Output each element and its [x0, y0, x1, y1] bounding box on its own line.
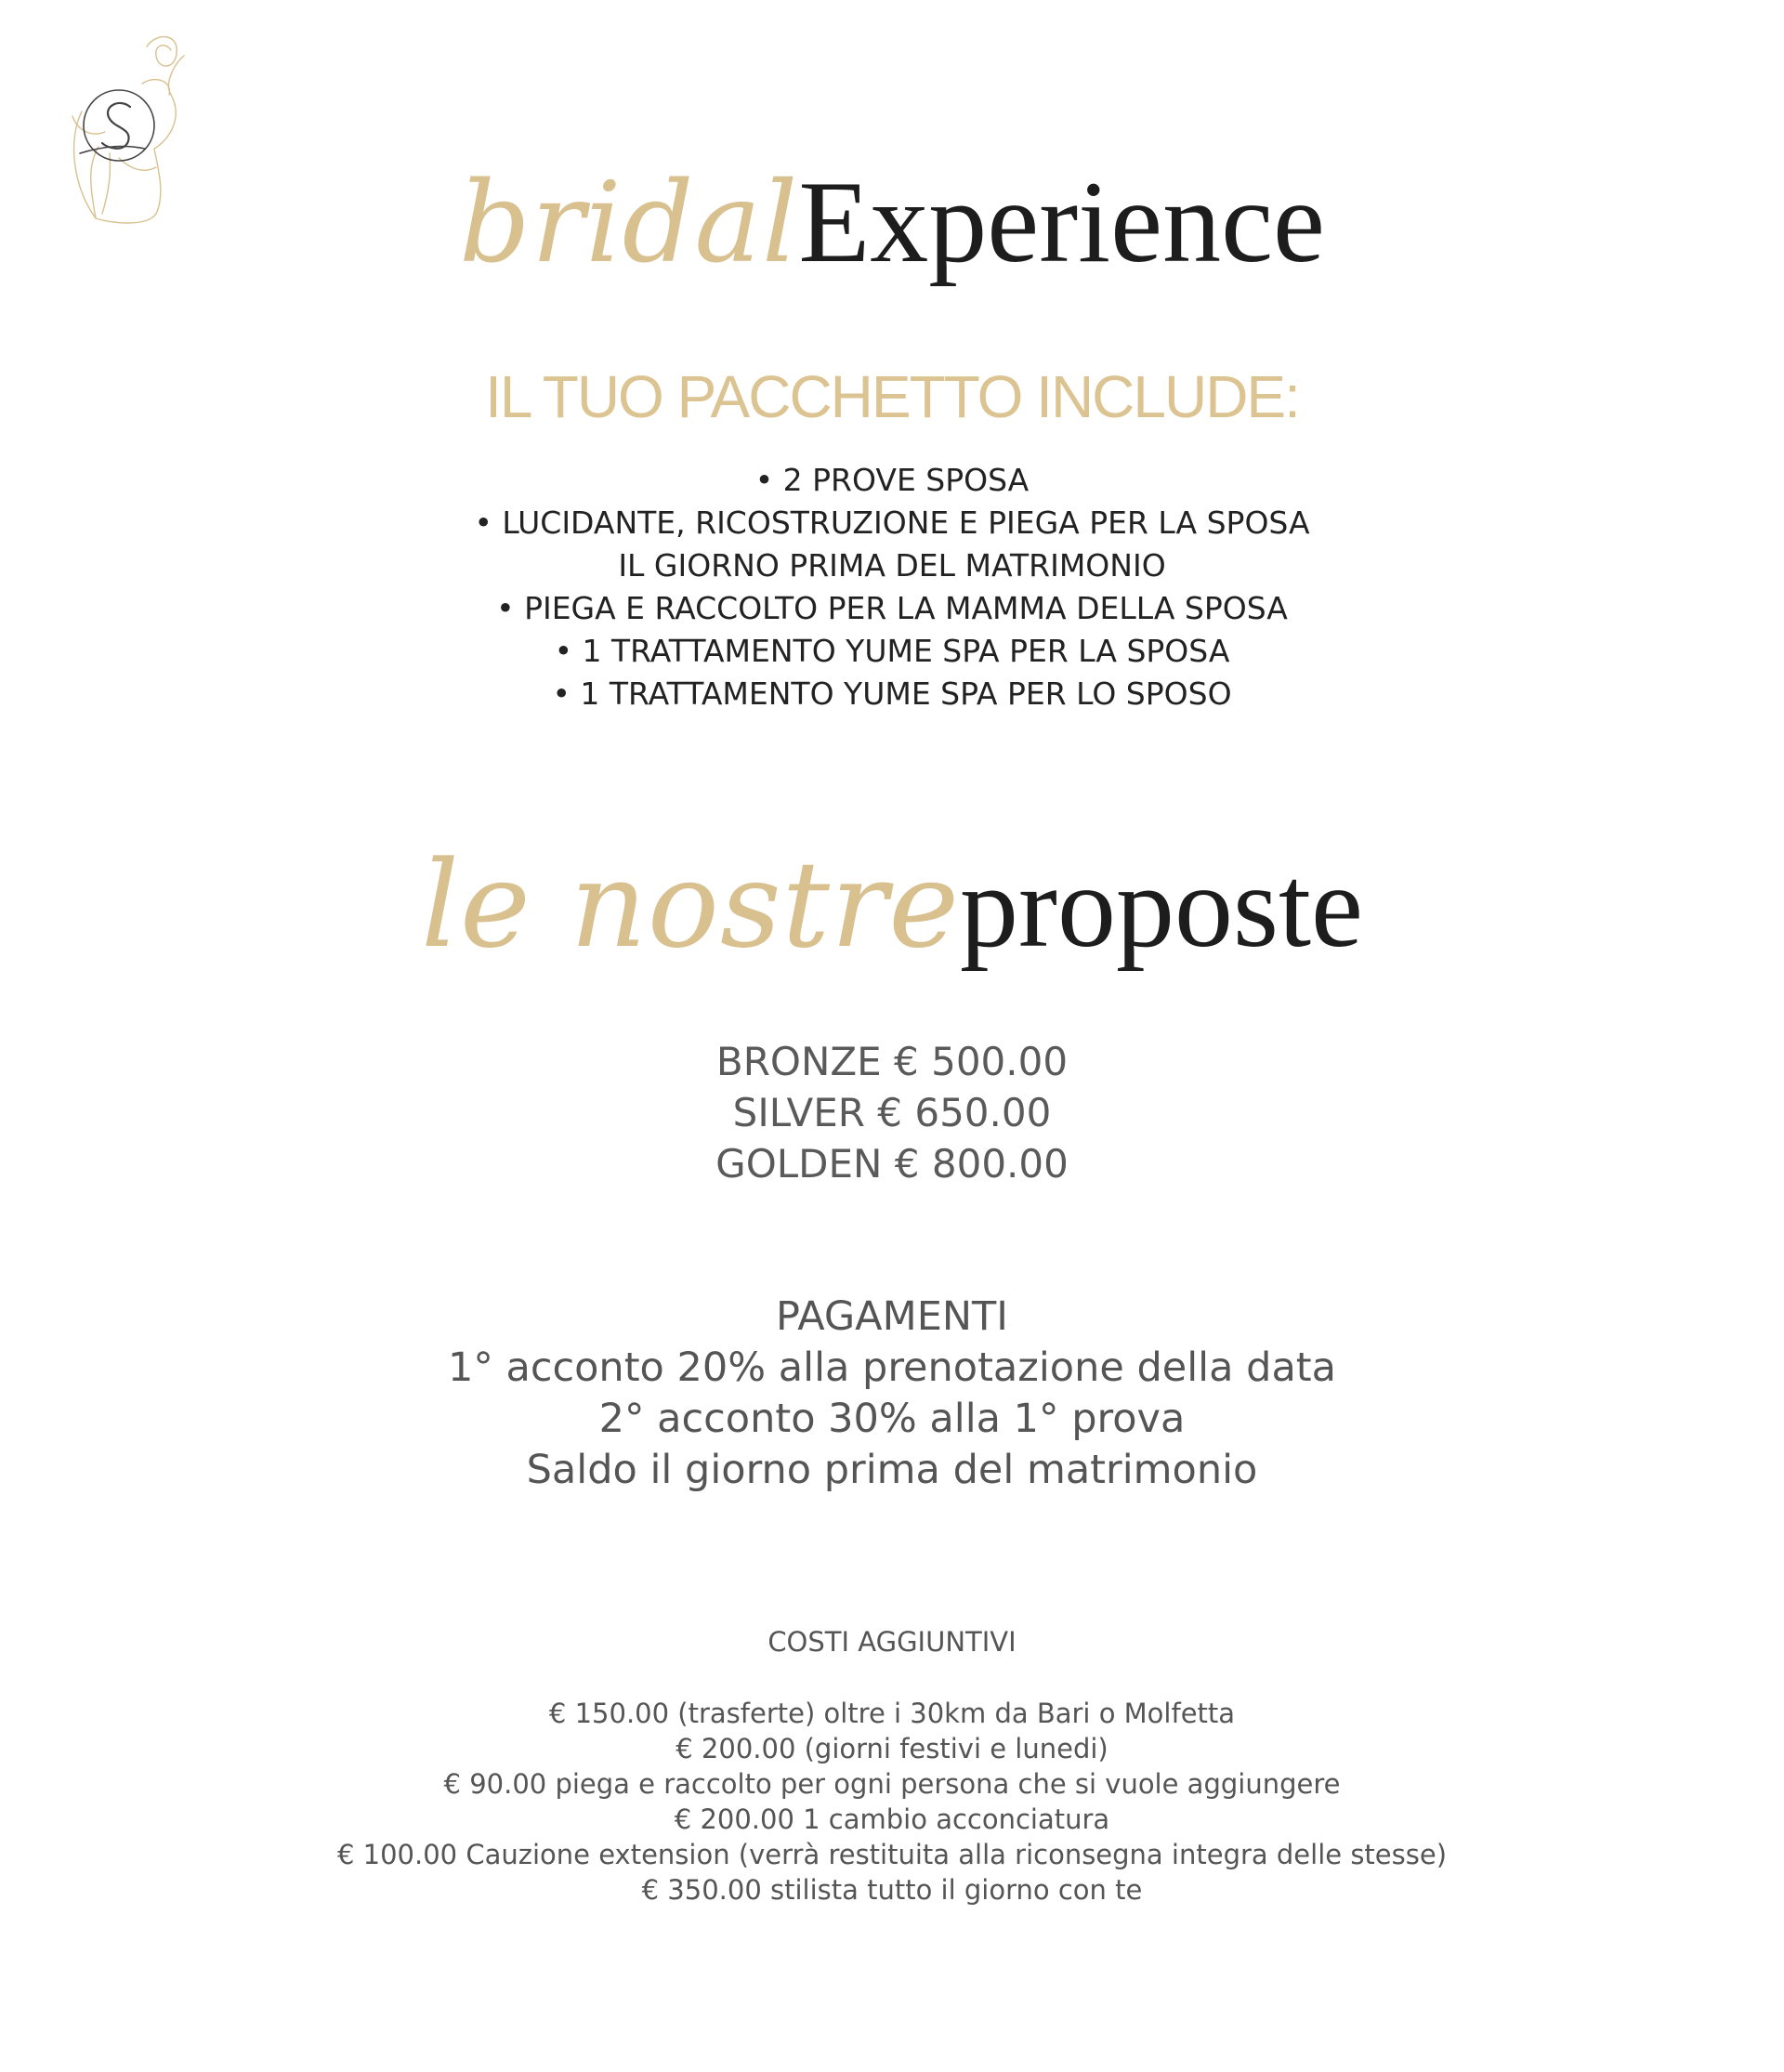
extra-cost-line: € 90.00 piega e raccolto per ogni persona che si vuole aggiungere: [443, 1768, 1341, 1800]
title-serif-experience: Experience: [798, 158, 1325, 287]
extra-costs-list: [0, 1696, 1784, 1908]
bridal-experience-title: [0, 156, 1784, 290]
title-script-le-nostre: le nostre: [421, 836, 960, 975]
extra-cost-line: € 200.00 (giorni festivi e lunedi): [676, 1733, 1108, 1764]
title-serif-proposte: proposte: [960, 843, 1363, 972]
offers-title: [0, 836, 1784, 975]
package-item: IL GIORNO PRIMA DEL MATRIMONIO: [618, 547, 1166, 584]
package-item: • LUCIDANTE, RICOSTRUZIONE E PIEGA PER LA SPOSA: [474, 505, 1310, 541]
plan-bronze: BRONZE € 500.00: [715, 1039, 1069, 1084]
extra-cost-line: € 150.00 (trasferte) oltre i 30km da Bari o Molfetta: [548, 1698, 1236, 1729]
package-items-list: [0, 459, 1784, 715]
payment-line: 2° acconto 30% alla 1° prova: [598, 1396, 1186, 1442]
plan-silver: SILVER € 650.00: [732, 1090, 1052, 1135]
extra-cost-line: € 200.00 1 cambio acconciatura: [674, 1803, 1110, 1835]
extra-cost-line: € 350.00 stilista tutto il giorno con te: [641, 1874, 1143, 1906]
plan-golden: GOLDEN € 800.00: [715, 1141, 1069, 1187]
package-heading: IL TUO PACCHETTO INCLUDE:: [485, 363, 1299, 430]
extra-costs-heading: COSTI AGGIUNTIVI: [767, 1626, 1017, 1658]
package-item: • PIEGA E RACCOLTO PER LA MAMMA DELLA SPOSA: [496, 590, 1288, 626]
extra-cost-line: € 100.00 Cauzione extension (verrà restituita alla riconsegna integra delle stesse): [336, 1839, 1448, 1870]
payment-line: 1° acconto 20% alla prenotazione della data: [447, 1344, 1337, 1391]
payments-heading: PAGAMENTI: [776, 1293, 1008, 1340]
payment-line: Saldo il giorno prima del matrimonio: [526, 1447, 1258, 1493]
package-item: • 2 PROVE SPOSA: [754, 462, 1030, 498]
payments-section: [0, 1292, 1784, 1496]
title-script-bridal: bridal: [459, 159, 799, 288]
price-plans: [0, 1036, 1784, 1189]
package-item: • 1 TRATTAMENTO YUME SPA PER LA SPOSA: [554, 633, 1230, 669]
package-item: • 1 TRATTAMENTO YUME SPA PER LO SPOSO: [552, 675, 1232, 712]
